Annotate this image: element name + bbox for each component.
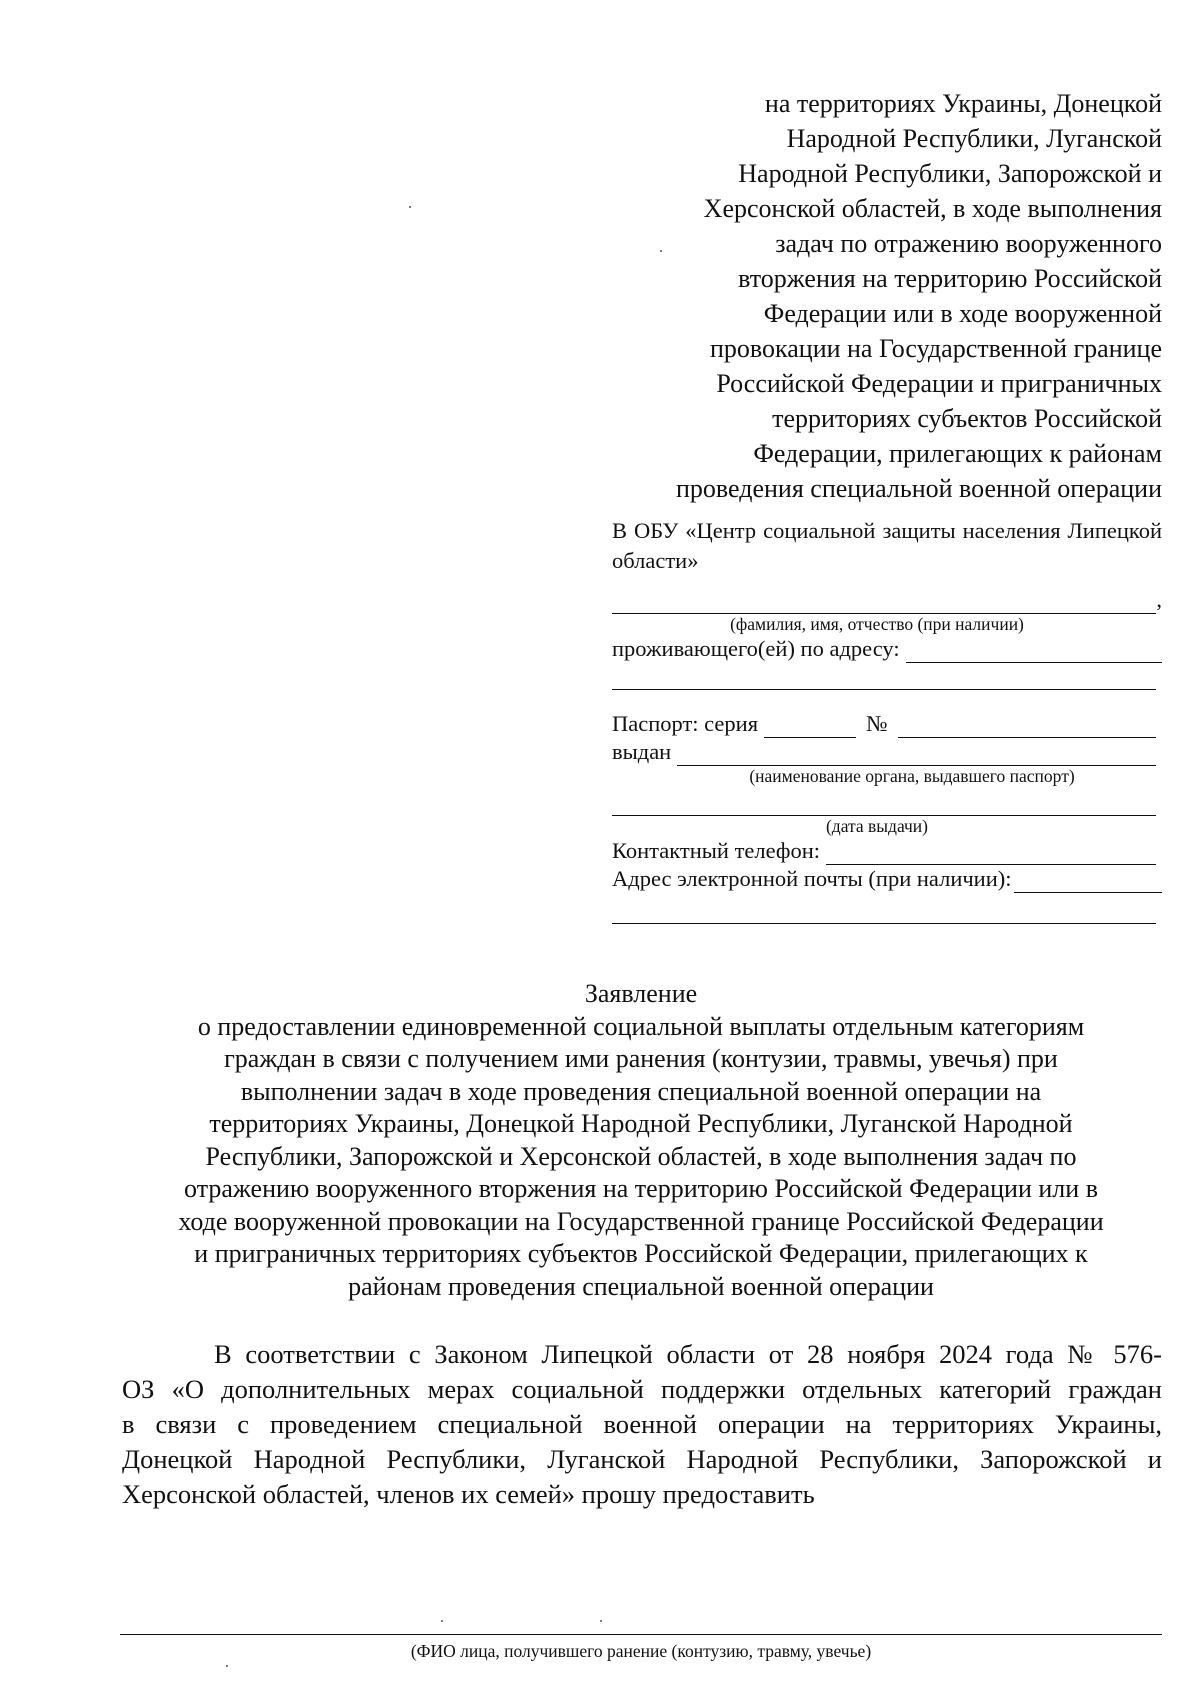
address-row-continued <box>612 667 1162 690</box>
title-line: отражению вооруженного вторжения на территорию Российской Федерации или в <box>184 1174 1098 1203</box>
scan-speck <box>441 1620 443 1622</box>
scan-speck <box>409 206 411 208</box>
body-line: Донецкой Народной Республики, Луганской Народной Республики, Запорожской и <box>122 1444 1162 1474</box>
address-label: проживающего(ей) по адресу: <box>612 636 900 661</box>
phone-row <box>612 837 1162 865</box>
title-line: и приграничных территориях субъектов Российской Федерации, прилегающих к <box>194 1239 1088 1268</box>
scan-speck <box>600 1620 602 1622</box>
passport-number-field[interactable] <box>898 715 1156 738</box>
name-field[interactable] <box>612 591 1156 614</box>
title-line: Республики, Запорожской и Херсонской областей, в ходе выполнения задач по <box>205 1141 1077 1171</box>
email-label: Адрес электронной почты (при наличии): <box>612 866 1012 891</box>
phone-label: Контактный телефон: <box>612 838 820 863</box>
title-line: граждан в связи с получением ими ранения (контузии, травмы, увечья) при <box>224 1044 1058 1073</box>
header-line: Народной Республики, Луганской <box>786 124 1162 153</box>
issued-row <box>612 738 1162 766</box>
recipient-name-field[interactable] <box>120 1634 1162 1635</box>
header-line: Федерации или в ходе вооруженной <box>763 299 1162 328</box>
title-line: о предоставлении единовременной социальной выплаты отдельным категориям <box>197 1011 1085 1041</box>
address-field-line-2[interactable] <box>612 667 1156 690</box>
header-line: Народной Республики, Запорожской и <box>738 159 1162 188</box>
header-line: вторжения на территорию Российской <box>738 264 1162 293</box>
header-line: на территориях Украины, Донецкой <box>764 89 1162 118</box>
issue-date-field[interactable] <box>612 793 1156 816</box>
name-caption: (фамилия, имя, отчество (при наличии) <box>730 614 1024 634</box>
issued-caption: (наименование органа, выдавшего паспорт) <box>749 766 1075 786</box>
title-line: территориях Украины, Донецкой Народной Республики, Луганской Народной <box>209 1109 1073 1138</box>
passport-number-symbol: № <box>866 711 888 736</box>
name-row <box>612 586 1162 614</box>
body-line: ОЗ «О дополнительных мерах социальной поддержки отдельных категорий граждан <box>122 1374 1162 1404</box>
header-line: проведения специальной военной операции <box>676 474 1162 503</box>
email-row-continued <box>612 901 1162 924</box>
address-field[interactable] <box>906 640 1162 663</box>
addressee: В ОБУ «Центр социальной защиты населения Липецкой области» <box>612 518 1162 573</box>
email-row <box>612 865 1162 893</box>
body-paragraph <box>122 1337 1162 1512</box>
issued-label: выдан <box>612 739 672 764</box>
passport-series-field[interactable] <box>764 715 856 738</box>
issue-date-caption: (дата выдачи) <box>825 816 929 836</box>
scan-speck <box>660 250 662 252</box>
body-line: В соответствии с Законом Липецкой области от 28 ноября 2024 года № 576- <box>214 1339 1162 1369</box>
name-trailing-comma: , <box>1156 587 1162 612</box>
passport-row <box>612 710 1162 738</box>
body-line: Херсонской областей, членов их семей» прошу предоставить <box>122 1479 815 1509</box>
address-row <box>612 635 1162 663</box>
header-line: территориях субъектов Российской <box>772 404 1162 433</box>
statement-heading: Заявление <box>584 979 698 1008</box>
title-line: выполнении задач в ходе проведения специальной военной операции на <box>240 1076 1042 1106</box>
title-line: районам проведения специальной военной операции <box>348 1271 934 1301</box>
header-continuation <box>560 86 1162 506</box>
statement-title <box>120 978 1162 1303</box>
phone-field[interactable] <box>826 842 1156 865</box>
header-line: задач по отражению вооруженного <box>775 229 1162 258</box>
applicant-form <box>612 516 1162 924</box>
email-field[interactable] <box>1014 870 1163 893</box>
recipient-name-caption: (ФИО лица, получившего ранение (контузию, травму, увечье) <box>410 1641 872 1661</box>
issue-date-row <box>612 793 1162 816</box>
header-line: провокации на Государственной границе <box>709 334 1162 363</box>
passport-series-label: Паспорт: серия <box>612 711 759 736</box>
issued-by-field[interactable] <box>677 743 1156 766</box>
body-line: в связи с проведением специальной военной операции на территориях Украины, <box>122 1409 1162 1439</box>
header-line: Херсонской областей, в ходе выполнения <box>703 194 1162 223</box>
header-line: Российской Федерации и приграничных <box>716 369 1162 398</box>
scan-speck <box>226 1665 228 1667</box>
header-line: Федерации, прилегающих к районам <box>753 439 1162 468</box>
title-line: ходе вооруженной провокации на Государственной границе Российской Федерации <box>178 1206 1104 1236</box>
email-field-line-2[interactable] <box>612 901 1156 924</box>
